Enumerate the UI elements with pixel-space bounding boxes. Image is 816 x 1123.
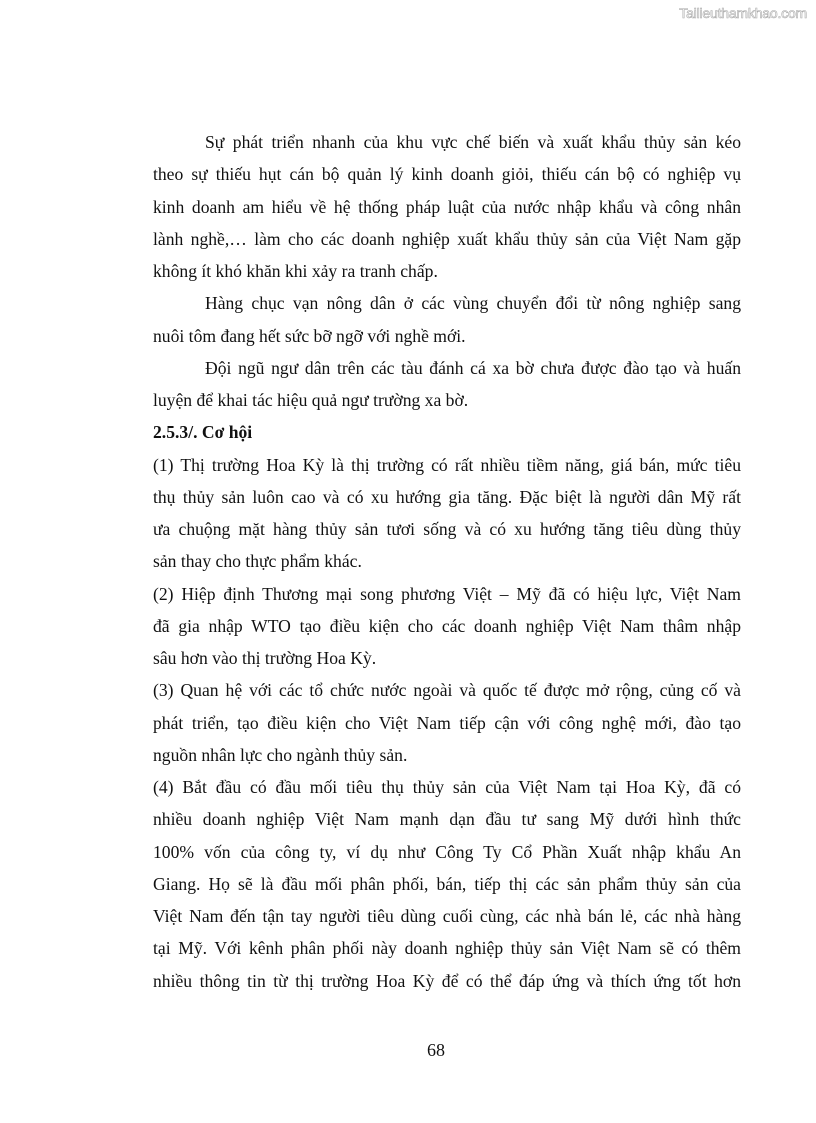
text-line: nhiều doanh nghiệp Việt Nam mạnh dạn đầu tư sang Mỹ dưới hình thức [153, 809, 741, 830]
text-line: phát triển, tạo điều kiện cho Việt Nam tiếp cận với công nghệ mới, đào tạo [153, 712, 741, 733]
text-line: (3) Quan hệ với các tổ chức nước ngoài và quốc tế được mở rộng, củng cố và [153, 680, 741, 701]
watermark: Tailieuthamkhao.com [679, 5, 807, 21]
paragraph [153, 352, 741, 417]
text-line: 100% vốn của công ty, ví dụ như Công Ty Cổ Phần Xuất nhập khẩu An [153, 841, 741, 862]
text-line: sâu hơn vào thị trường Hoa Kỳ. [153, 648, 377, 668]
text-line: nhiều thông tin từ thị trường Hoa Kỳ để có thể đáp ứng và thích ứng tốt hơn [153, 970, 741, 991]
text-line: thụ thủy sản luôn cao và có xu hướng gia tăng. Đặc biệt là người dân Mỹ rất [153, 486, 741, 507]
text-line: Sự phát triển nhanh của khu vực chế biến và xuất khẩu thủy sản kéo [205, 132, 741, 152]
document-body [153, 126, 741, 997]
text-line: sản thay cho thực phẩm khác. [153, 551, 362, 572]
text-line: (4) Bắt đầu có đầu mối tiêu thụ thủy sản của Việt Nam tại Hoa Kỳ, đã có [153, 777, 741, 797]
paragraph [153, 126, 741, 287]
text-line: nuôi tôm đang hết sức bỡ ngỡ với nghề mới. [153, 325, 466, 346]
text-line: (1) Thị trường Hoa Kỳ là thị trường có rất nhiều tiềm năng, giá bán, mức tiêu [153, 454, 741, 475]
paragraph [153, 674, 741, 771]
text-line: đã gia nhập WTO tạo điều kiện cho các doanh nghiệp Việt Nam thâm nhập [153, 615, 741, 636]
text-line: theo sự thiếu hụt cán bộ quản lý kinh doanh giỏi, thiếu cán bộ có nghiệp vụ [153, 164, 741, 185]
section-heading [153, 416, 741, 448]
text-line: lành nghề,… làm cho các doanh nghiệp xuất khẩu thủy sản của Việt Nam gặp [153, 228, 741, 249]
text-line: luyện để khai tác hiệu quả ngư trường xa bờ. [153, 390, 469, 410]
text-line: Việt Nam đến tận tay người tiêu dùng cuối cùng, các nhà bán lẻ, các nhà hàng [153, 906, 741, 926]
paragraph [153, 578, 741, 675]
text-line: 2.5.3/. Cơ hội [153, 422, 253, 443]
text-line: ưa chuộng mặt hàng thủy sản tươi sống và có xu hướng tăng tiêu dùng thủy [153, 519, 741, 539]
page-number: 68 [427, 1040, 445, 1060]
paragraph [153, 287, 741, 352]
paragraph [153, 771, 741, 997]
text-line: tại Mỹ. Với kênh phân phối này doanh nghiệp thủy sản Việt Nam sẽ có thêm [153, 938, 741, 959]
text-line: Hàng chục vạn nông dân ở các vùng chuyển đổi từ nông nghiệp sang [205, 293, 741, 314]
text-line: Giang. Họ sẽ là đầu mối phân phối, bán, tiếp thị các sản phẩm thủy sản của [153, 873, 741, 894]
text-line: Đội ngũ ngư dân trên các tàu đánh cá xa bờ chưa được đào tạo và huấn [205, 357, 741, 378]
text-line: nguồn nhân lực cho ngành thủy sản. [153, 744, 408, 765]
text-line: kinh doanh am hiểu về hệ thống pháp luật của nước nhập khẩu và công nhân [153, 196, 741, 217]
text-line: (2) Hiệp định Thương mại song phương Việt – Mỹ đã có hiệu lực, Việt Nam [153, 583, 741, 604]
text-line: không ít khó khăn khi xảy ra tranh chấp. [153, 261, 438, 281]
paragraph [153, 449, 741, 578]
